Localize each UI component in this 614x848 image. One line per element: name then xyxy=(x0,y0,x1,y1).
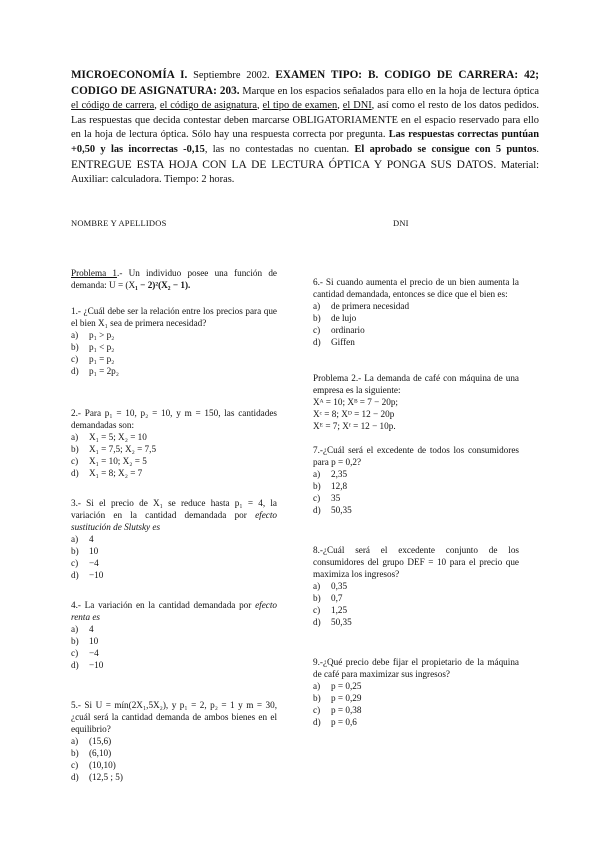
subject-title: MICROECONOMÍA I. xyxy=(71,69,188,81)
answer-option xyxy=(71,533,277,545)
question-4-italic: efecto renta es xyxy=(71,600,277,622)
option-text: de lujo xyxy=(331,313,357,323)
option-letter: a) xyxy=(313,581,321,591)
option-text: p₁ = p₂ xyxy=(89,354,115,364)
answer-option xyxy=(71,545,277,557)
option-text: (15,6) xyxy=(89,736,112,746)
option-letter: a) xyxy=(313,301,321,311)
instructions-text: , xyxy=(154,100,160,112)
answer-option xyxy=(71,557,277,569)
option-letter: c) xyxy=(313,325,321,335)
answer-option xyxy=(71,659,277,671)
option-text: 4 xyxy=(89,624,94,634)
option-text: 2,35 xyxy=(331,469,348,479)
exam-header xyxy=(71,68,539,188)
option-text: −4 xyxy=(89,558,99,568)
option-text: 10 xyxy=(89,636,99,646)
answer-option xyxy=(71,443,277,455)
option-text: 50,35 xyxy=(331,617,352,627)
option-text: 0,35 xyxy=(331,581,348,591)
answer-option xyxy=(313,592,519,604)
option-letter: a) xyxy=(71,534,79,544)
answer-option xyxy=(71,467,277,479)
option-letter: c) xyxy=(313,605,321,615)
option-letter: d) xyxy=(313,337,321,347)
option-text: de primera necesidad xyxy=(331,301,410,311)
option-text: 50,35 xyxy=(331,505,352,515)
question-9: 9.-¿Qué precio debe fijar el propietario de la máquina de café para maximizar sus ingresos? xyxy=(313,657,519,679)
answer-option xyxy=(313,504,519,516)
question-3-italic: efecto sustitución de Slutsky es xyxy=(71,510,277,532)
option-text: ordinario xyxy=(331,325,365,335)
answer-option xyxy=(71,759,277,771)
question-7-options xyxy=(313,468,519,516)
instructions-underlined: el código de carrera xyxy=(71,100,155,112)
option-letter: b) xyxy=(71,444,79,454)
answer-option xyxy=(71,635,277,647)
answer-option xyxy=(313,480,519,492)
option-letter: d) xyxy=(313,505,321,515)
question-3 xyxy=(71,497,277,533)
instructions-text: , las no contestadas no cuentan. xyxy=(204,143,355,155)
option-letter: b) xyxy=(313,313,321,323)
question-5-options xyxy=(71,735,277,783)
answer-option xyxy=(313,468,519,480)
option-text: p = 0,25 xyxy=(331,681,362,691)
answer-option xyxy=(71,329,277,341)
option-text: (6,10) xyxy=(89,748,112,758)
question-4-text: 4.- La variación en la cantidad demandada por xyxy=(71,600,256,610)
question-2-options xyxy=(71,431,277,479)
question-4 xyxy=(71,599,277,623)
answer-option xyxy=(313,692,519,704)
option-text: p₁ = 2p₂ xyxy=(89,366,119,376)
instructions-underlined: el tipo de examen xyxy=(262,100,338,112)
question-8-options xyxy=(313,580,519,628)
option-letter: a) xyxy=(71,736,79,746)
answer-option xyxy=(313,492,519,504)
option-text: X₁ = 7,5; X₂ = 7,5 xyxy=(89,444,157,454)
answer-option xyxy=(71,365,277,377)
answer-option xyxy=(71,747,277,759)
option-letter: c) xyxy=(71,456,79,466)
answer-option xyxy=(71,431,277,443)
option-text: Giffen xyxy=(331,337,355,347)
question-9-options xyxy=(313,680,519,728)
pass-rule: El aprobado se consigue con 5 puntos xyxy=(354,143,537,155)
question-1: 1.- ¿Cuál debe ser la relación entre los precios para que el bien X₁ sea de primera necesidad? xyxy=(71,306,277,328)
option-letter: d) xyxy=(71,468,79,478)
exam-date: Septiembre 2002. xyxy=(187,70,276,81)
question-6: 6.- Si cuando aumenta el precio de un bien aumenta la cantidad demandada, entonces se dice que el bien es: xyxy=(313,277,519,299)
option-letter: b) xyxy=(71,342,79,352)
question-5: 5.- Si U = mín(2X₁,5X₂), y p₁ = 2, p₂ = 1 y m = 30, ¿cuál será la cantidad demanda de ambos bienes en el equilibrio? xyxy=(71,700,277,734)
option-letter: a) xyxy=(71,330,79,340)
option-text: p₁ < p₂ xyxy=(89,342,115,352)
answer-option xyxy=(71,455,277,467)
option-text: X₁ = 5; X₂ = 10 xyxy=(89,432,147,442)
option-text: 35 xyxy=(331,493,341,503)
answer-option xyxy=(71,569,277,581)
question-7: 7.-¿Cuál será el excedente de todos los consumidores para p = 0,2? xyxy=(313,445,519,467)
option-letter: d) xyxy=(71,570,79,580)
exam-type: EXAMEN TIPO: B. CODIGO DE CARRERA: 42; CODIGO DE ASIGNATURA: 203. xyxy=(71,69,539,97)
option-letter: c) xyxy=(313,705,321,715)
instructions-text: . xyxy=(536,143,539,155)
option-letter: d) xyxy=(71,366,79,376)
problem-1-label: Problema 1 xyxy=(71,268,118,278)
answer-option xyxy=(313,604,519,616)
problem-1-text: .- Un individuo posee una función de demanda: U = (X xyxy=(71,268,277,290)
option-letter: d) xyxy=(313,617,321,627)
question-8: 8.-¿Cuál será el excedente conjunto de los consumidores del grupo DEF = 10 para el precio que maximiza los ingresos? xyxy=(313,545,519,579)
question-3-text: 3.- Si el precio de X₁ se reduce hasta p₁ = 4, la variación en la cantidad demandada por xyxy=(71,498,277,520)
right-column xyxy=(313,276,519,728)
dni-field-label: DNI xyxy=(393,218,409,228)
question-4-options xyxy=(71,623,277,671)
option-letter: a) xyxy=(71,624,79,634)
option-letter: b) xyxy=(313,481,321,491)
option-letter: b) xyxy=(71,546,79,556)
scoring-rule: Las respuestas correctas puntúan +0,50 y las incorrectas -0,15 xyxy=(71,129,539,155)
answer-option xyxy=(313,704,519,716)
question-3-options xyxy=(71,533,277,581)
answer-option xyxy=(313,324,519,336)
option-text: 1,25 xyxy=(331,605,348,615)
answer-option xyxy=(313,716,519,728)
answer-option xyxy=(313,312,519,324)
option-letter: a) xyxy=(313,681,321,691)
option-text: p = 0,6 xyxy=(331,717,357,727)
instructions-text: , así como el resto de los datos pedidos. Las respuestas que decida contestar deben marcarse OBLIGATORIAMENTE en el espacio reservado para ello en la hoja de lectura óptica. Sólo hay una respuesta correcta por pregunta. xyxy=(71,100,539,141)
option-text: (12,5 ; 5) xyxy=(89,772,123,782)
option-text: −10 xyxy=(89,660,104,670)
option-letter: d) xyxy=(313,717,321,727)
option-letter: d) xyxy=(71,772,79,782)
answer-option xyxy=(313,680,519,692)
option-text: 0,7 xyxy=(331,593,343,603)
problem-1-formula: ₁ − 2)²(X₂ − 1). xyxy=(135,280,191,290)
left-column xyxy=(71,267,277,783)
question-1-options xyxy=(71,329,277,377)
answer-option xyxy=(313,580,519,592)
problem-1-statement xyxy=(71,267,277,291)
answer-option xyxy=(71,735,277,747)
answer-option xyxy=(313,336,519,348)
question-6-options xyxy=(313,300,519,348)
option-text: 10 xyxy=(89,546,99,556)
instructions-text: Marque en los espacios señalados para ello en la hoja de lectura óptica xyxy=(239,85,539,97)
name-field-label: NOMBRE Y APELLIDOS xyxy=(71,218,167,228)
option-letter: b) xyxy=(71,636,79,646)
option-letter: b) xyxy=(313,693,321,703)
option-letter: c) xyxy=(71,760,79,770)
option-letter: c) xyxy=(71,558,79,568)
option-text: −4 xyxy=(89,648,99,658)
option-letter: b) xyxy=(313,593,321,603)
option-letter: c) xyxy=(71,648,79,658)
problem-2-line-2: Xᶜ = 8; Xᴰ = 12 − 20p xyxy=(313,409,395,419)
question-2: 2.- Para p₁ = 10, p₂ = 10, y m = 150, las cantidades demandadas son: xyxy=(71,408,277,430)
answer-option xyxy=(71,353,277,365)
instructions-text: , xyxy=(256,100,263,112)
option-text: p = 0,38 xyxy=(331,705,362,715)
option-letter: c) xyxy=(71,354,79,364)
option-text: −10 xyxy=(89,570,104,580)
option-letter: c) xyxy=(313,493,321,503)
answer-option xyxy=(313,616,519,628)
answer-option xyxy=(71,647,277,659)
option-text: (10,10) xyxy=(89,760,116,770)
option-letter: a) xyxy=(71,432,79,442)
option-text: X₁ = 10; X₂ = 5 xyxy=(89,456,147,466)
option-text: X₁ = 8; X₂ = 7 xyxy=(89,468,143,478)
option-text: p = 0,29 xyxy=(331,693,362,703)
answer-option xyxy=(71,623,277,635)
option-text: 12,8 xyxy=(331,481,348,491)
option-text: 4 xyxy=(89,534,94,544)
answer-option xyxy=(313,300,519,312)
instructions-text: , xyxy=(337,100,343,112)
deliver-instruction: ENTREGUE ESTA HOJA CON LA DE LECTURA ÓPTICA Y PONGA SUS DATOS. xyxy=(71,158,497,171)
problem-2-line-1: Xᴬ = 10; Xᴮ = 7 − 20p; xyxy=(313,397,398,407)
option-letter: a) xyxy=(313,469,321,479)
option-letter: b) xyxy=(71,748,79,758)
instructions-text: Material: Auxiliar: calculadora. Tiempo: 2 horas. xyxy=(71,159,539,186)
answer-option xyxy=(71,771,277,783)
instructions-underlined: el DNI xyxy=(342,100,372,112)
instructions-underlined: el código de asignatura xyxy=(159,100,257,112)
option-text: p₁ > p₂ xyxy=(89,330,115,340)
option-letter: d) xyxy=(71,660,79,670)
answer-option xyxy=(71,341,277,353)
problem-2-statement: Problema 2.- La demanda de café con máquina de una empresa es la siguiente: xyxy=(313,373,519,395)
problem-2-line-3: Xᴱ = 7; Xᶠ = 12 − 10p. xyxy=(313,421,396,431)
